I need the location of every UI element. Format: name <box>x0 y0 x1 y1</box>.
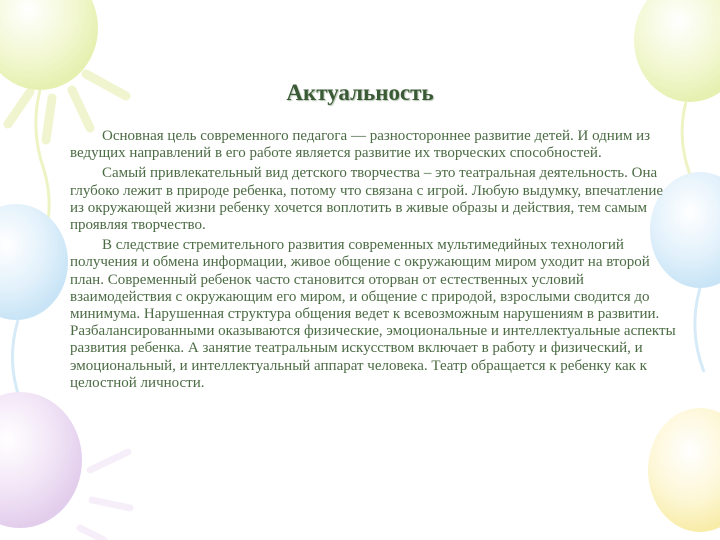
paragraph-3: В следствие стремительного развития современных мультимедийных технологий получения и обмена информации, живое общение с окружающим миром уходит на второй план. Современный ребенок часто становится оторван от естественных условий взаимодействия с окружающим его миром, и общение с природой, взрослыми сводится до минимума. Нарушенная структура общения ведет к всевозможным нарушениям в развитии. Разбалансированными оказываются физические, эмоциональные и интеллектуальные аспекты развития ребенка. А занятие театральным искусством включает в работу и физический, и эмоциональный, и интеллектуальный аппарат человека. Театр обращается к ребенку как к целостной личности. <box>70 237 676 391</box>
slide-body <box>70 128 678 395</box>
paragraph-2: Самый привлекательный вид детского творчества – это театральная деятельность. Она глубоко лежит в природе ребенка, потому что связана с игрой. Любую выдумку, впечатление из окружающей жизни ребенку хочется воплотить в живые образы и действия, тем самым проявляя творчество. <box>70 165 664 234</box>
balloon-icon <box>0 392 130 540</box>
balloon-icon <box>0 204 68 400</box>
paragraph-1: Основная цель современного педагога — разностороннее развитие детей. И одним из ведущих направлений в его работе является развитие их творческих способностей. <box>70 128 651 162</box>
balloon-icon <box>648 408 720 532</box>
slide-title: Актуальность <box>286 80 434 105</box>
